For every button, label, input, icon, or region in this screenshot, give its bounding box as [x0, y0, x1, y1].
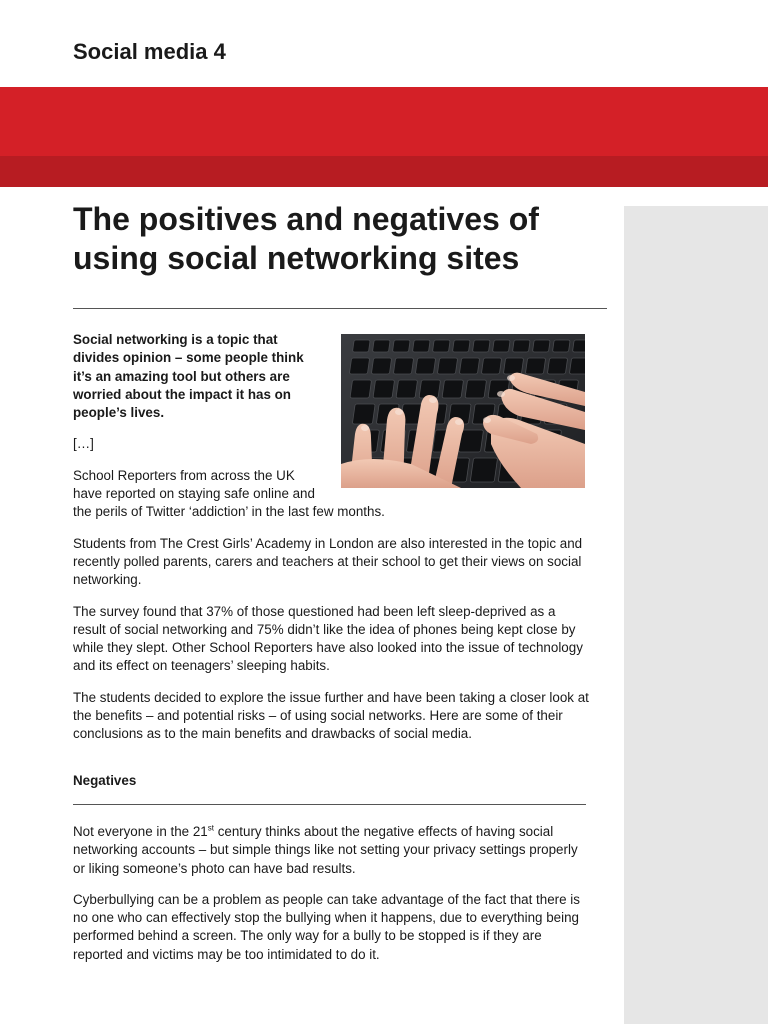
negative-effects-text-start: Not everyone in the 21	[73, 823, 208, 839]
negative-effects-text-end: century thinks about the negative effects of having social networking accounts – but simple things like not setting your privacy settings properly or liking someone’s photo can have bad results.	[73, 823, 578, 876]
ellipsis: […]	[73, 436, 94, 452]
image-gap	[321, 331, 589, 491]
article-body	[73, 331, 589, 977]
paragraph-crest-academy: Students from The Crest Girls’ Academy in London are also interested in the topic and recently polled parents, carers and teachers at their school to get their views on social networking.	[73, 535, 583, 588]
ordinal-suffix: st	[207, 823, 214, 833]
paragraph-reporters: School Reporters from across the UK have reported on staying safe online and the perils of Twitter ‘addiction’ in the last few months.	[73, 467, 385, 520]
header-band-shade	[0, 156, 768, 187]
header-band	[0, 87, 768, 156]
section-title: Social media 4	[73, 39, 226, 64]
intro-paragraph: Social networking is a topic that divides opinion – some people think it’s an amazing tool but others are worried about the impact it has on people’s lives.	[73, 332, 304, 421]
paragraph-negative-effects	[73, 823, 589, 878]
paragraph-conclusions: The students decided to explore the issue further and have been taking a closer look at the benefits – and potential risks – of using social networks. Here are some of their conclusions as to the main benefits and drawbacks of social media.	[73, 689, 589, 742]
negatives-heading: Negatives	[73, 772, 137, 788]
paragraph-survey: The survey found that 37% of those questioned had been left sleep-deprived as a result of social networking and 75% didn’t like the idea of phones being kept close by while they slept. Other School Reporters have also looked into the issue of technology and its effect on teenagers’ sleeping habits.	[73, 603, 583, 674]
negatives-divider	[73, 804, 586, 805]
article-title: The positives and negatives of using social networking sites	[73, 201, 539, 276]
paragraph-cyberbullying: Cyberbullying can be a problem as people can take advantage of the fact that there is no one who can effectively stop the bullying when it happens, due to everything being performed behind a screen. The only way for a bully to be stopped is if they are reported and victims may be too intimidated to do it.	[73, 891, 580, 962]
title-divider	[73, 308, 607, 309]
sidebar-panel	[624, 206, 768, 1024]
